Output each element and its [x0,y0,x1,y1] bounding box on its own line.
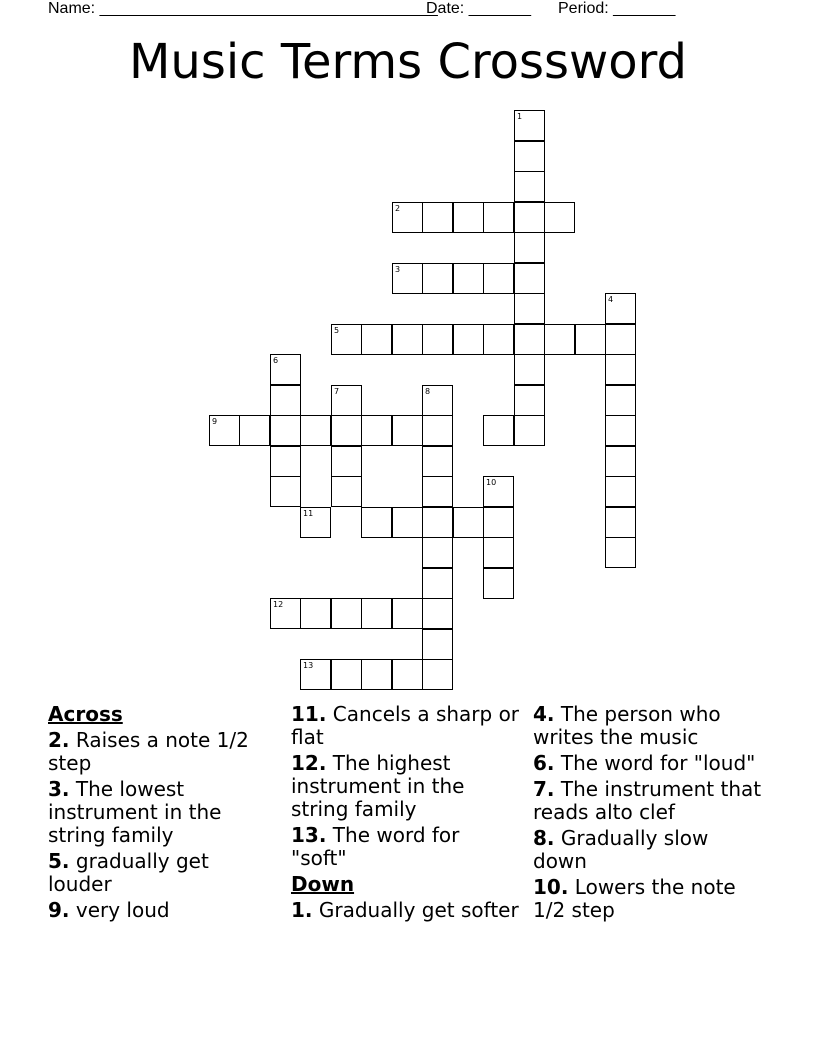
clue-item-text: Cancels a sharp or flat [291,702,520,749]
clue-number: 6 [273,356,279,365]
clue-item-text: Gradually get softer [312,898,519,922]
grid-cell[interactable] [453,324,484,355]
clue-item-number: 10. [533,875,569,899]
grid-cell[interactable] [483,324,514,355]
grid-cell[interactable] [422,263,453,294]
grid-cell[interactable] [331,659,362,690]
grid-cell[interactable] [483,202,514,233]
clue-number: 2 [395,204,401,213]
clue-item-text: gradually get louder [48,849,209,896]
grid-cell[interactable] [361,598,392,629]
grid-cell[interactable] [575,324,606,355]
grid-cell[interactable] [270,354,301,385]
grid-cell[interactable] [605,324,636,355]
grid-cell[interactable] [544,324,575,355]
grid-cell[interactable] [422,415,453,446]
grid-cell[interactable] [331,598,362,629]
clue-item [291,752,521,821]
clue-item [48,729,278,775]
clue-item [533,827,768,873]
grid-cell[interactable] [239,415,270,446]
clue-item [48,778,278,847]
down-heading: Down [291,872,355,896]
page-title: Music Terms Crossword [129,34,687,90]
clue-item [48,899,278,922]
clue-number: 10 [486,478,497,487]
grid-cell[interactable] [331,415,362,446]
grid-cell[interactable] [392,263,423,294]
grid-cell[interactable] [361,507,392,538]
grid-cell[interactable] [392,415,423,446]
across-heading: Across [48,702,123,726]
clue-item-text: The instrument that reads alto clef [533,777,762,824]
clue-item-number: 8. [533,826,555,850]
clue-item [533,876,768,922]
clue-column-3 [533,703,768,925]
grid-cell[interactable] [422,629,453,660]
grid-cell[interactable] [514,232,545,263]
grid-cell[interactable] [392,324,423,355]
clue-number: 9 [212,417,218,426]
grid-cell[interactable] [331,446,362,477]
clue-item-number: 12. [291,751,327,775]
grid-cell[interactable] [422,324,453,355]
clue-number: 11 [303,509,314,518]
clue-item-number: 7. [533,777,555,801]
clue-item-number: 9. [48,898,70,922]
clue-column-2 [291,703,521,925]
clue-number: 1 [517,112,523,121]
grid-cell[interactable] [514,202,545,233]
clue-number: 3 [395,265,401,274]
clue-item [291,824,521,870]
grid-cell[interactable] [544,202,575,233]
grid-cell[interactable] [300,507,331,538]
grid-cell[interactable] [422,568,453,599]
clue-item-text: The highest instrument in the string family [291,751,465,821]
clue-item [533,703,768,749]
grid-cell[interactable] [483,537,514,568]
clue-number: 4 [608,295,614,304]
grid-cell[interactable] [331,476,362,507]
grid-cell[interactable] [392,598,423,629]
grid-cell[interactable] [605,446,636,477]
clue-item-text: The lowest instrument in the string family [48,777,222,847]
grid-cell[interactable] [331,385,362,416]
grid-cell[interactable] [300,659,331,690]
grid-cell[interactable] [453,507,484,538]
clue-item-number: 4. [533,702,555,726]
grid-cell[interactable] [605,354,636,385]
grid-cell[interactable] [514,415,545,446]
grid-cell[interactable] [270,385,301,416]
grid-cell[interactable] [422,537,453,568]
clue-item-text: Gradually slow down [533,826,709,873]
clue-item-text: The word for "loud" [554,751,756,775]
grid-cell[interactable] [514,263,545,294]
clue-item [291,703,521,749]
grid-cell[interactable] [483,507,514,538]
clue-item [48,850,278,896]
clue-number: 12 [273,600,284,609]
grid-cell[interactable] [422,476,453,507]
grid-cell[interactable] [392,507,423,538]
period-field-label: Period: _______ [558,0,676,17]
clue-item-number: 6. [533,751,555,775]
grid-cell[interactable] [514,141,545,172]
grid-cell[interactable] [422,598,453,629]
clue-item [533,752,768,775]
grid-cell[interactable] [422,446,453,477]
grid-cell[interactable] [422,202,453,233]
grid-cell[interactable] [300,598,331,629]
grid-cell[interactable] [483,476,514,507]
clue-item [291,899,521,922]
clue-item-number: 3. [48,777,70,801]
clue-number: 7 [334,387,340,396]
grid-cell[interactable] [514,293,545,324]
grid-cell[interactable] [453,263,484,294]
grid-cell[interactable] [300,415,331,446]
clue-number: 8 [425,387,431,396]
grid-cell[interactable] [514,324,545,355]
grid-cell[interactable] [270,476,301,507]
grid-cell[interactable] [361,659,392,690]
clue-item-number: 5. [48,849,70,873]
grid-cell[interactable] [422,659,453,690]
grid-cell[interactable] [483,263,514,294]
clue-item-number: 1. [291,898,313,922]
grid-cell[interactable] [270,598,301,629]
name-field-label: Name: ______________________________________ [48,0,438,17]
grid-cell[interactable] [514,171,545,202]
grid-cell[interactable] [331,324,362,355]
clue-item-text: Raises a note 1/2 step [48,728,249,775]
grid-cell[interactable] [605,415,636,446]
clue-item-text: The person who writes the music [533,702,721,749]
clue-number: 5 [334,326,340,335]
date-field-label: Date: _______ [426,0,531,17]
grid-cell[interactable] [392,659,423,690]
clue-item-text: very loud [69,898,170,922]
clue-item-number: 2. [48,728,70,752]
grid-cell[interactable] [483,568,514,599]
grid-cell[interactable] [514,385,545,416]
grid-cell[interactable] [209,415,240,446]
grid-cell[interactable] [605,537,636,568]
clue-item-text: Lowers the note 1/2 step [533,875,736,922]
clue-item-number: 11. [291,702,327,726]
grid-cell[interactable] [514,354,545,385]
clue-item-text: The word for "soft" [291,823,460,870]
grid-cell[interactable] [605,507,636,538]
clue-number: 13 [303,661,314,670]
grid-cell[interactable] [392,202,423,233]
clue-item [533,778,768,824]
grid-cell[interactable] [453,202,484,233]
grid-cell[interactable] [483,415,514,446]
grid-cell[interactable] [605,385,636,416]
grid-cell[interactable] [270,446,301,477]
grid-cell[interactable] [361,324,392,355]
clue-column-1 [48,703,278,925]
grid-cell[interactable] [605,293,636,324]
grid-cell[interactable] [270,415,301,446]
grid-cell[interactable] [605,476,636,507]
clue-item-number: 13. [291,823,327,847]
grid-cell[interactable] [422,507,453,538]
grid-cell[interactable] [361,415,392,446]
grid-cell[interactable] [422,385,453,416]
grid-cell[interactable] [514,110,545,141]
